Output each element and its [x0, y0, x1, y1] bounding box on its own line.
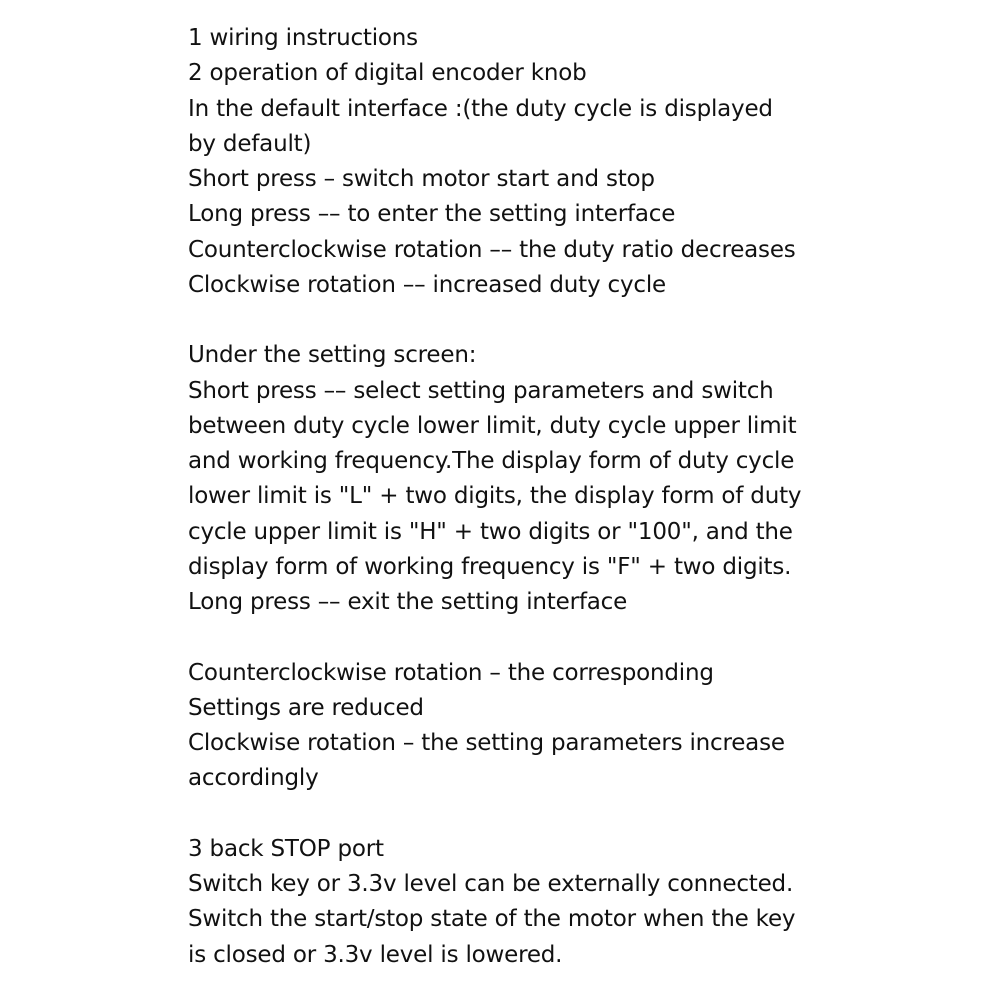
instruction-document	[188, 21, 988, 973]
text-line: Settings are reduced	[188, 694, 424, 721]
text-line: Switch key or 3.3v level can be externally connected.	[188, 871, 794, 897]
text-line: Short press – switch motor start and stop	[188, 166, 655, 192]
text-line: Counterclockwise rotation – the corresponding	[188, 659, 714, 686]
text-line: lower limit is "L" + two digits, the display form of duty	[188, 483, 802, 510]
text-line: by default)	[188, 130, 312, 157]
paragraph-spacer	[188, 303, 988, 338]
text-line: display form of working frequency is "F" + two digits.	[188, 553, 792, 580]
setting-screen-block	[188, 338, 988, 620]
text-line: Counterclockwise rotation –– the duty ratio decreases	[188, 236, 796, 263]
section-2-heading: 2 operation of digital encoder knob	[188, 60, 587, 87]
section-3-heading: 3 back STOP port	[188, 835, 384, 862]
text-line: between duty cycle lower limit, duty cycle upper limit	[188, 412, 797, 439]
stop-port-block	[188, 867, 988, 973]
default-interface-block	[188, 92, 988, 304]
paragraph-spacer	[188, 620, 988, 655]
text-line: Clockwise rotation –– increased duty cycle	[188, 271, 666, 298]
rotation-block	[188, 656, 988, 797]
text-line: Short press –– select setting parameters and switch	[188, 377, 774, 404]
text-line: Long press –– exit the setting interface	[188, 589, 628, 615]
text-line: Long press –– to enter the setting interface	[188, 201, 676, 228]
text-line: Switch the start/stop state of the motor when the key	[188, 906, 796, 933]
text-line: accordingly	[188, 765, 319, 792]
text-line: and working frequency.The display form of duty cycle	[188, 448, 795, 474]
text-line: Clockwise rotation – the setting parameters increase	[188, 730, 785, 756]
paragraph-spacer	[188, 797, 988, 832]
section-1-heading: 1 wiring instructions	[188, 25, 418, 51]
text-line: Under the setting screen:	[188, 342, 477, 369]
text-line: In the default interface :(the duty cycle is displayed	[188, 95, 773, 122]
text-line: is closed or 3.3v level is lowered.	[188, 941, 563, 968]
text-line: cycle upper limit is "H" + two digits or "100", and the	[188, 518, 793, 545]
